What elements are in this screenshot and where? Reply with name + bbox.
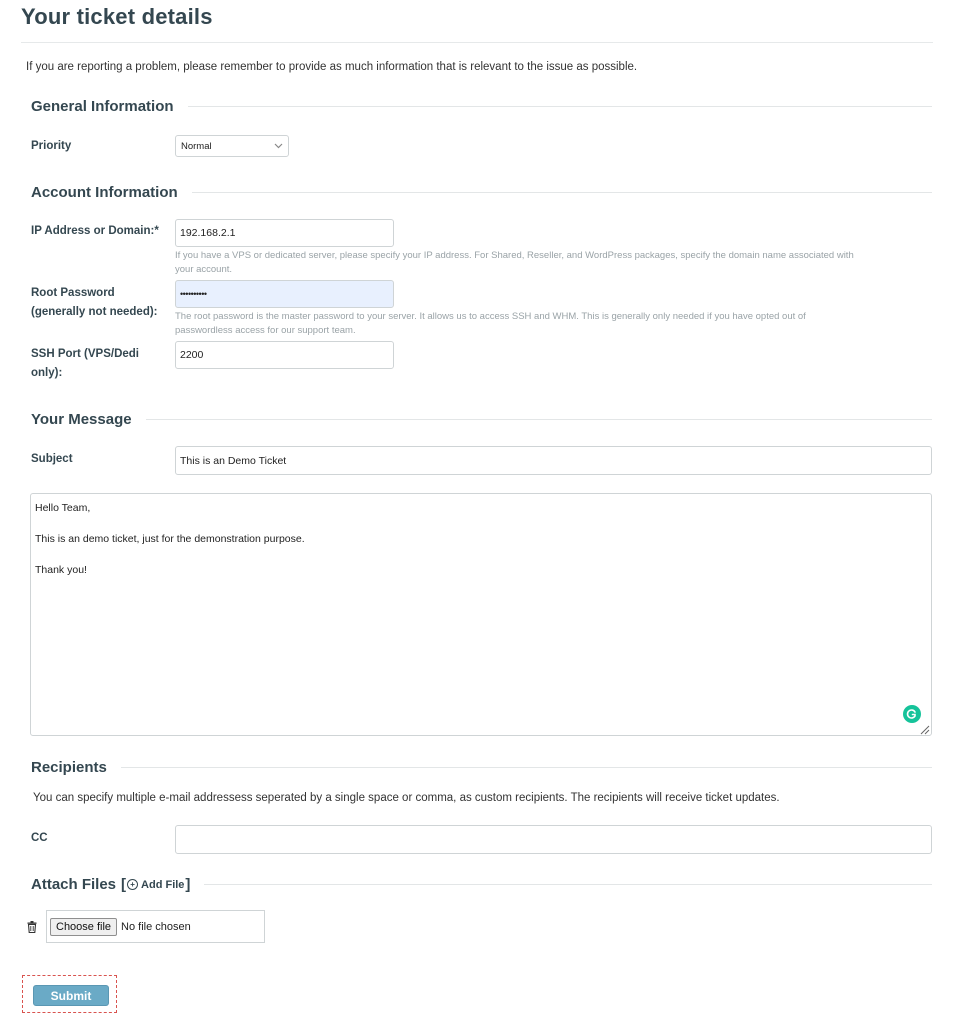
general-info-title: General Information <box>31 98 174 115</box>
account-info-heading <box>31 184 932 201</box>
root-password-masked-value: •••••••••• <box>180 289 207 299</box>
submit-button[interactable]: Submit <box>33 985 109 1006</box>
ip-help-line: If you have a VPS or dedicated server, please specify your IP address. For Shared, Reseller, and WordPress packages, specify the domain name associated with <box>175 250 854 261</box>
account-info-title: Account Information <box>31 184 178 201</box>
grammarly-icon[interactable] <box>903 705 921 723</box>
root-password-label <box>31 284 158 322</box>
file-upload-field <box>46 910 265 943</box>
root-password-label-line: Root Password <box>31 287 115 299</box>
ip-help-line: your account. <box>175 264 233 275</box>
root-help-line: The root password is the master password to your server. It allows us to access SSH and WHM. This is generally only needed if you have opted out of <box>175 311 806 322</box>
section-divider <box>121 767 932 768</box>
subject-input[interactable] <box>175 446 932 475</box>
trash-icon[interactable] <box>25 920 39 934</box>
your-message-heading <box>31 411 932 428</box>
chevron-down-icon <box>273 141 283 151</box>
ssh-port-label <box>31 345 139 383</box>
add-file-label: Add File <box>141 878 185 891</box>
message-line: Hello Team, <box>35 502 91 514</box>
intro-text: If you are reporting a problem, please remember to provide as much information that is relevant to the issue as possible. <box>26 61 638 73</box>
attach-files-heading <box>31 876 932 893</box>
recipients-heading <box>31 759 932 776</box>
your-message-title: Your Message <box>31 411 132 428</box>
ip-domain-help <box>175 249 854 277</box>
bracket-close: ] <box>185 876 191 893</box>
title-divider <box>21 42 933 43</box>
page-title: Your ticket details <box>21 4 213 29</box>
root-password-help <box>175 310 806 338</box>
subject-label: Subject <box>31 453 73 465</box>
ssh-port-label-line: SSH Port (VPS/Dedi <box>31 348 139 360</box>
ssh-port-label-line: only): <box>31 367 63 379</box>
ip-domain-input[interactable] <box>175 219 394 247</box>
choose-file-button[interactable]: Choose file <box>50 918 117 936</box>
section-divider <box>204 884 932 885</box>
ssh-port-input[interactable] <box>175 341 394 369</box>
ip-domain-label: IP Address or Domain:* <box>31 225 159 237</box>
recipients-note: You can specify multiple e-mail addressess seperated by a single space or comma, as custom recipients. The recipients will receive ticket updates. <box>33 792 780 804</box>
cc-label: CC <box>31 832 48 844</box>
root-password-label-line: (generally not needed): <box>31 306 158 318</box>
section-divider <box>192 192 932 193</box>
no-file-chosen-text: No file chosen <box>121 920 191 933</box>
ip-domain-value: 192.168.2.1 <box>180 227 236 239</box>
priority-selected-value: Normal <box>181 140 212 152</box>
general-info-heading <box>31 98 932 115</box>
message-line: This is an demo ticket, just for the demonstration purpose. <box>35 533 305 545</box>
section-divider <box>188 106 932 107</box>
add-file-link[interactable] <box>127 879 184 891</box>
root-help-line: passwordless access for our support team. <box>175 325 356 336</box>
cc-input[interactable] <box>175 825 932 854</box>
recipients-title: Recipients <box>31 759 107 776</box>
plus-circle-icon: + <box>127 879 138 890</box>
resize-handle-icon[interactable] <box>918 722 930 734</box>
message-line: Thank you! <box>35 564 87 576</box>
priority-select[interactable] <box>175 135 289 157</box>
ssh-port-value: 2200 <box>180 349 204 361</box>
root-password-input[interactable] <box>175 280 394 308</box>
bracket-open: [ <box>121 876 127 893</box>
priority-label: Priority <box>31 140 72 152</box>
attach-files-title: Attach Files <box>31 876 117 893</box>
message-body-textarea[interactable] <box>30 493 932 736</box>
section-divider <box>146 419 932 420</box>
subject-value: This is an Demo Ticket <box>180 454 287 467</box>
